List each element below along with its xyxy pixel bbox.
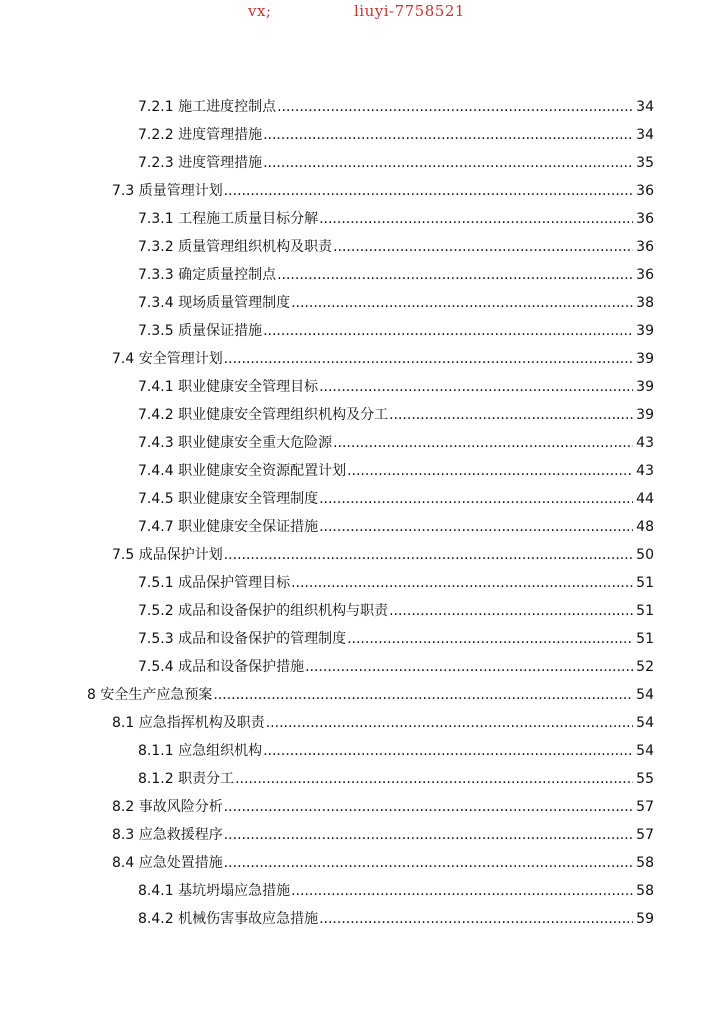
toc-entry-title: 8.4.2 机械伤害事故应急措施 xyxy=(138,905,318,933)
toc-entry[interactable] xyxy=(0,849,724,877)
toc-entry-title: 7.4.4 职业健康安全资源配置计划 xyxy=(138,457,346,485)
toc-entry-title: 8.3 应急救援程序 xyxy=(112,821,223,849)
toc-dot-leader xyxy=(224,177,633,205)
toc-entry[interactable] xyxy=(0,233,724,261)
toc-page-number: 34 xyxy=(636,99,654,115)
toc-dot-leader xyxy=(389,401,633,429)
toc-entry-title: 8 安全生产应急预案 xyxy=(87,681,212,709)
toc-entry[interactable] xyxy=(0,457,724,485)
watermark-contact-id: liuyi-7758521 xyxy=(354,2,465,20)
toc-page-number: 36 xyxy=(636,211,654,227)
toc-entry-title: 8.2 事故风险分析 xyxy=(112,793,223,821)
toc-dot-leader xyxy=(213,681,633,709)
toc-page-number: 51 xyxy=(636,575,654,591)
toc-page-number: 39 xyxy=(636,407,654,423)
toc-page-number: 54 xyxy=(636,715,654,731)
toc-page-number: 39 xyxy=(636,351,654,367)
toc-dot-leader xyxy=(263,317,633,345)
toc-dot-leader xyxy=(319,373,633,401)
toc-entry[interactable] xyxy=(0,513,724,541)
toc-entry[interactable] xyxy=(0,373,724,401)
toc-dot-leader xyxy=(263,737,633,765)
toc-dot-leader xyxy=(389,597,633,625)
toc-entry[interactable] xyxy=(0,765,724,793)
toc-page-number: 52 xyxy=(636,659,654,675)
toc-entry-title: 7.4 安全管理计划 xyxy=(112,345,223,373)
toc-entry-title: 7.3.1 工程施工质量目标分解 xyxy=(138,205,318,233)
toc-dot-leader xyxy=(291,569,633,597)
toc-page-number: 44 xyxy=(636,491,654,507)
toc-entry[interactable] xyxy=(0,653,724,681)
toc-entry[interactable] xyxy=(0,485,724,513)
table-of-contents xyxy=(0,93,724,933)
toc-page-number: 55 xyxy=(636,771,654,787)
toc-dot-leader xyxy=(291,877,633,905)
toc-entry-title: 7.5.1 成品保护管理目标 xyxy=(138,569,290,597)
toc-entry[interactable] xyxy=(0,793,724,821)
toc-dot-leader xyxy=(319,513,633,541)
toc-page-number: 38 xyxy=(636,295,654,311)
toc-dot-leader xyxy=(319,485,633,513)
toc-entry-title: 8.4.1 基坑坍塌应急措施 xyxy=(138,877,290,905)
toc-entry[interactable] xyxy=(0,737,724,765)
toc-entry-title: 8.4 应急处置措施 xyxy=(112,849,223,877)
toc-entry[interactable] xyxy=(0,597,724,625)
toc-entry[interactable] xyxy=(0,121,724,149)
toc-entry-title: 7.3 质量管理计划 xyxy=(112,177,223,205)
toc-dot-leader xyxy=(263,121,633,149)
toc-page-number: 34 xyxy=(636,127,654,143)
header-watermark xyxy=(0,2,724,22)
toc-entry-title: 8.1.2 职责分工 xyxy=(138,765,234,793)
toc-dot-leader xyxy=(277,93,633,121)
toc-dot-leader xyxy=(291,289,633,317)
toc-page-number: 35 xyxy=(636,155,654,171)
toc-page-number: 36 xyxy=(636,183,654,199)
toc-page-number: 48 xyxy=(636,519,654,535)
toc-page-number: 57 xyxy=(636,799,654,815)
toc-entry-title: 7.3.2 质量管理组织机构及职责 xyxy=(138,233,332,261)
toc-entry[interactable] xyxy=(0,289,724,317)
toc-page-number: 51 xyxy=(636,631,654,647)
toc-entry[interactable] xyxy=(0,877,724,905)
toc-dot-leader xyxy=(277,261,633,289)
toc-dot-leader xyxy=(347,625,633,653)
toc-entry[interactable] xyxy=(0,709,724,737)
toc-entry[interactable] xyxy=(0,205,724,233)
toc-dot-leader xyxy=(305,653,633,681)
toc-page-number: 43 xyxy=(636,463,654,479)
toc-entry-title: 7.3.3 确定质量控制点 xyxy=(138,261,276,289)
toc-entry-title: 7.5 成品保护计划 xyxy=(112,541,223,569)
toc-entry[interactable] xyxy=(0,625,724,653)
toc-page-number: 59 xyxy=(636,911,654,927)
watermark-contact-prefix: vx; xyxy=(248,2,272,20)
toc-entry[interactable] xyxy=(0,177,724,205)
toc-entry-title: 7.5.3 成品和设备保护的管理制度 xyxy=(138,625,346,653)
toc-entry-title: 7.5.4 成品和设备保护措施 xyxy=(138,653,304,681)
toc-dot-leader xyxy=(319,205,633,233)
toc-dot-leader xyxy=(235,765,633,793)
toc-page-number: 50 xyxy=(636,547,654,563)
toc-entry-title: 7.2.1 施工进度控制点 xyxy=(138,93,276,121)
toc-entry[interactable] xyxy=(0,261,724,289)
toc-dot-leader xyxy=(319,905,633,933)
toc-entry-title: 7.4.3 职业健康安全重大危险源 xyxy=(138,429,332,457)
toc-page-number: 54 xyxy=(636,687,654,703)
toc-entry-title: 7.2.2 进度管理措施 xyxy=(138,121,262,149)
toc-entry[interactable] xyxy=(0,541,724,569)
toc-dot-leader xyxy=(224,541,633,569)
toc-entry-title: 8.1 应急指挥机构及职责 xyxy=(112,709,265,737)
toc-entry-title: 7.3.5 质量保证措施 xyxy=(138,317,262,345)
toc-dot-leader xyxy=(333,233,633,261)
toc-page-number: 54 xyxy=(636,743,654,759)
toc-entry[interactable] xyxy=(0,93,724,121)
toc-entry-title: 7.4.7 职业健康安全保证措施 xyxy=(138,513,318,541)
toc-page-number: 43 xyxy=(636,435,654,451)
toc-entry-title: 7.5.2 成品和设备保护的组织机构与职责 xyxy=(138,597,388,625)
toc-entry-title: 7.4.2 职业健康安全管理组织机构及分工 xyxy=(138,401,388,429)
toc-entry-title: 8.1.1 应急组织机构 xyxy=(138,737,262,765)
toc-dot-leader xyxy=(224,821,633,849)
toc-entry[interactable] xyxy=(0,429,724,457)
toc-dot-leader xyxy=(266,709,633,737)
toc-dot-leader xyxy=(333,429,633,457)
toc-page-number: 36 xyxy=(636,239,654,255)
toc-entry[interactable] xyxy=(0,821,724,849)
toc-entry-title: 7.2.3 进度管理措施 xyxy=(138,149,262,177)
toc-page-number: 39 xyxy=(636,379,654,395)
toc-page-number: 51 xyxy=(636,603,654,619)
toc-entry-title: 7.4.1 职业健康安全管理目标 xyxy=(138,373,318,401)
toc-dot-leader xyxy=(263,149,633,177)
toc-dot-leader xyxy=(224,345,633,373)
toc-entry[interactable] xyxy=(0,149,724,177)
toc-entry-title: 7.3.4 现场质量管理制度 xyxy=(138,289,290,317)
toc-dot-leader xyxy=(224,793,633,821)
toc-entry-title: 7.4.5 职业健康安全管理制度 xyxy=(138,485,318,513)
toc-dot-leader xyxy=(224,849,633,877)
toc-entry[interactable] xyxy=(0,905,724,933)
toc-entry[interactable] xyxy=(0,569,724,597)
toc-entry[interactable] xyxy=(0,317,724,345)
toc-entry[interactable] xyxy=(0,345,724,373)
toc-page-number: 58 xyxy=(636,855,654,871)
toc-page-number: 58 xyxy=(636,883,654,899)
toc-page-number: 36 xyxy=(636,267,654,283)
toc-page-number: 57 xyxy=(636,827,654,843)
toc-dot-leader xyxy=(347,457,633,485)
toc-entry[interactable] xyxy=(0,401,724,429)
toc-entry[interactable] xyxy=(0,681,724,709)
toc-page-number: 39 xyxy=(636,323,654,339)
